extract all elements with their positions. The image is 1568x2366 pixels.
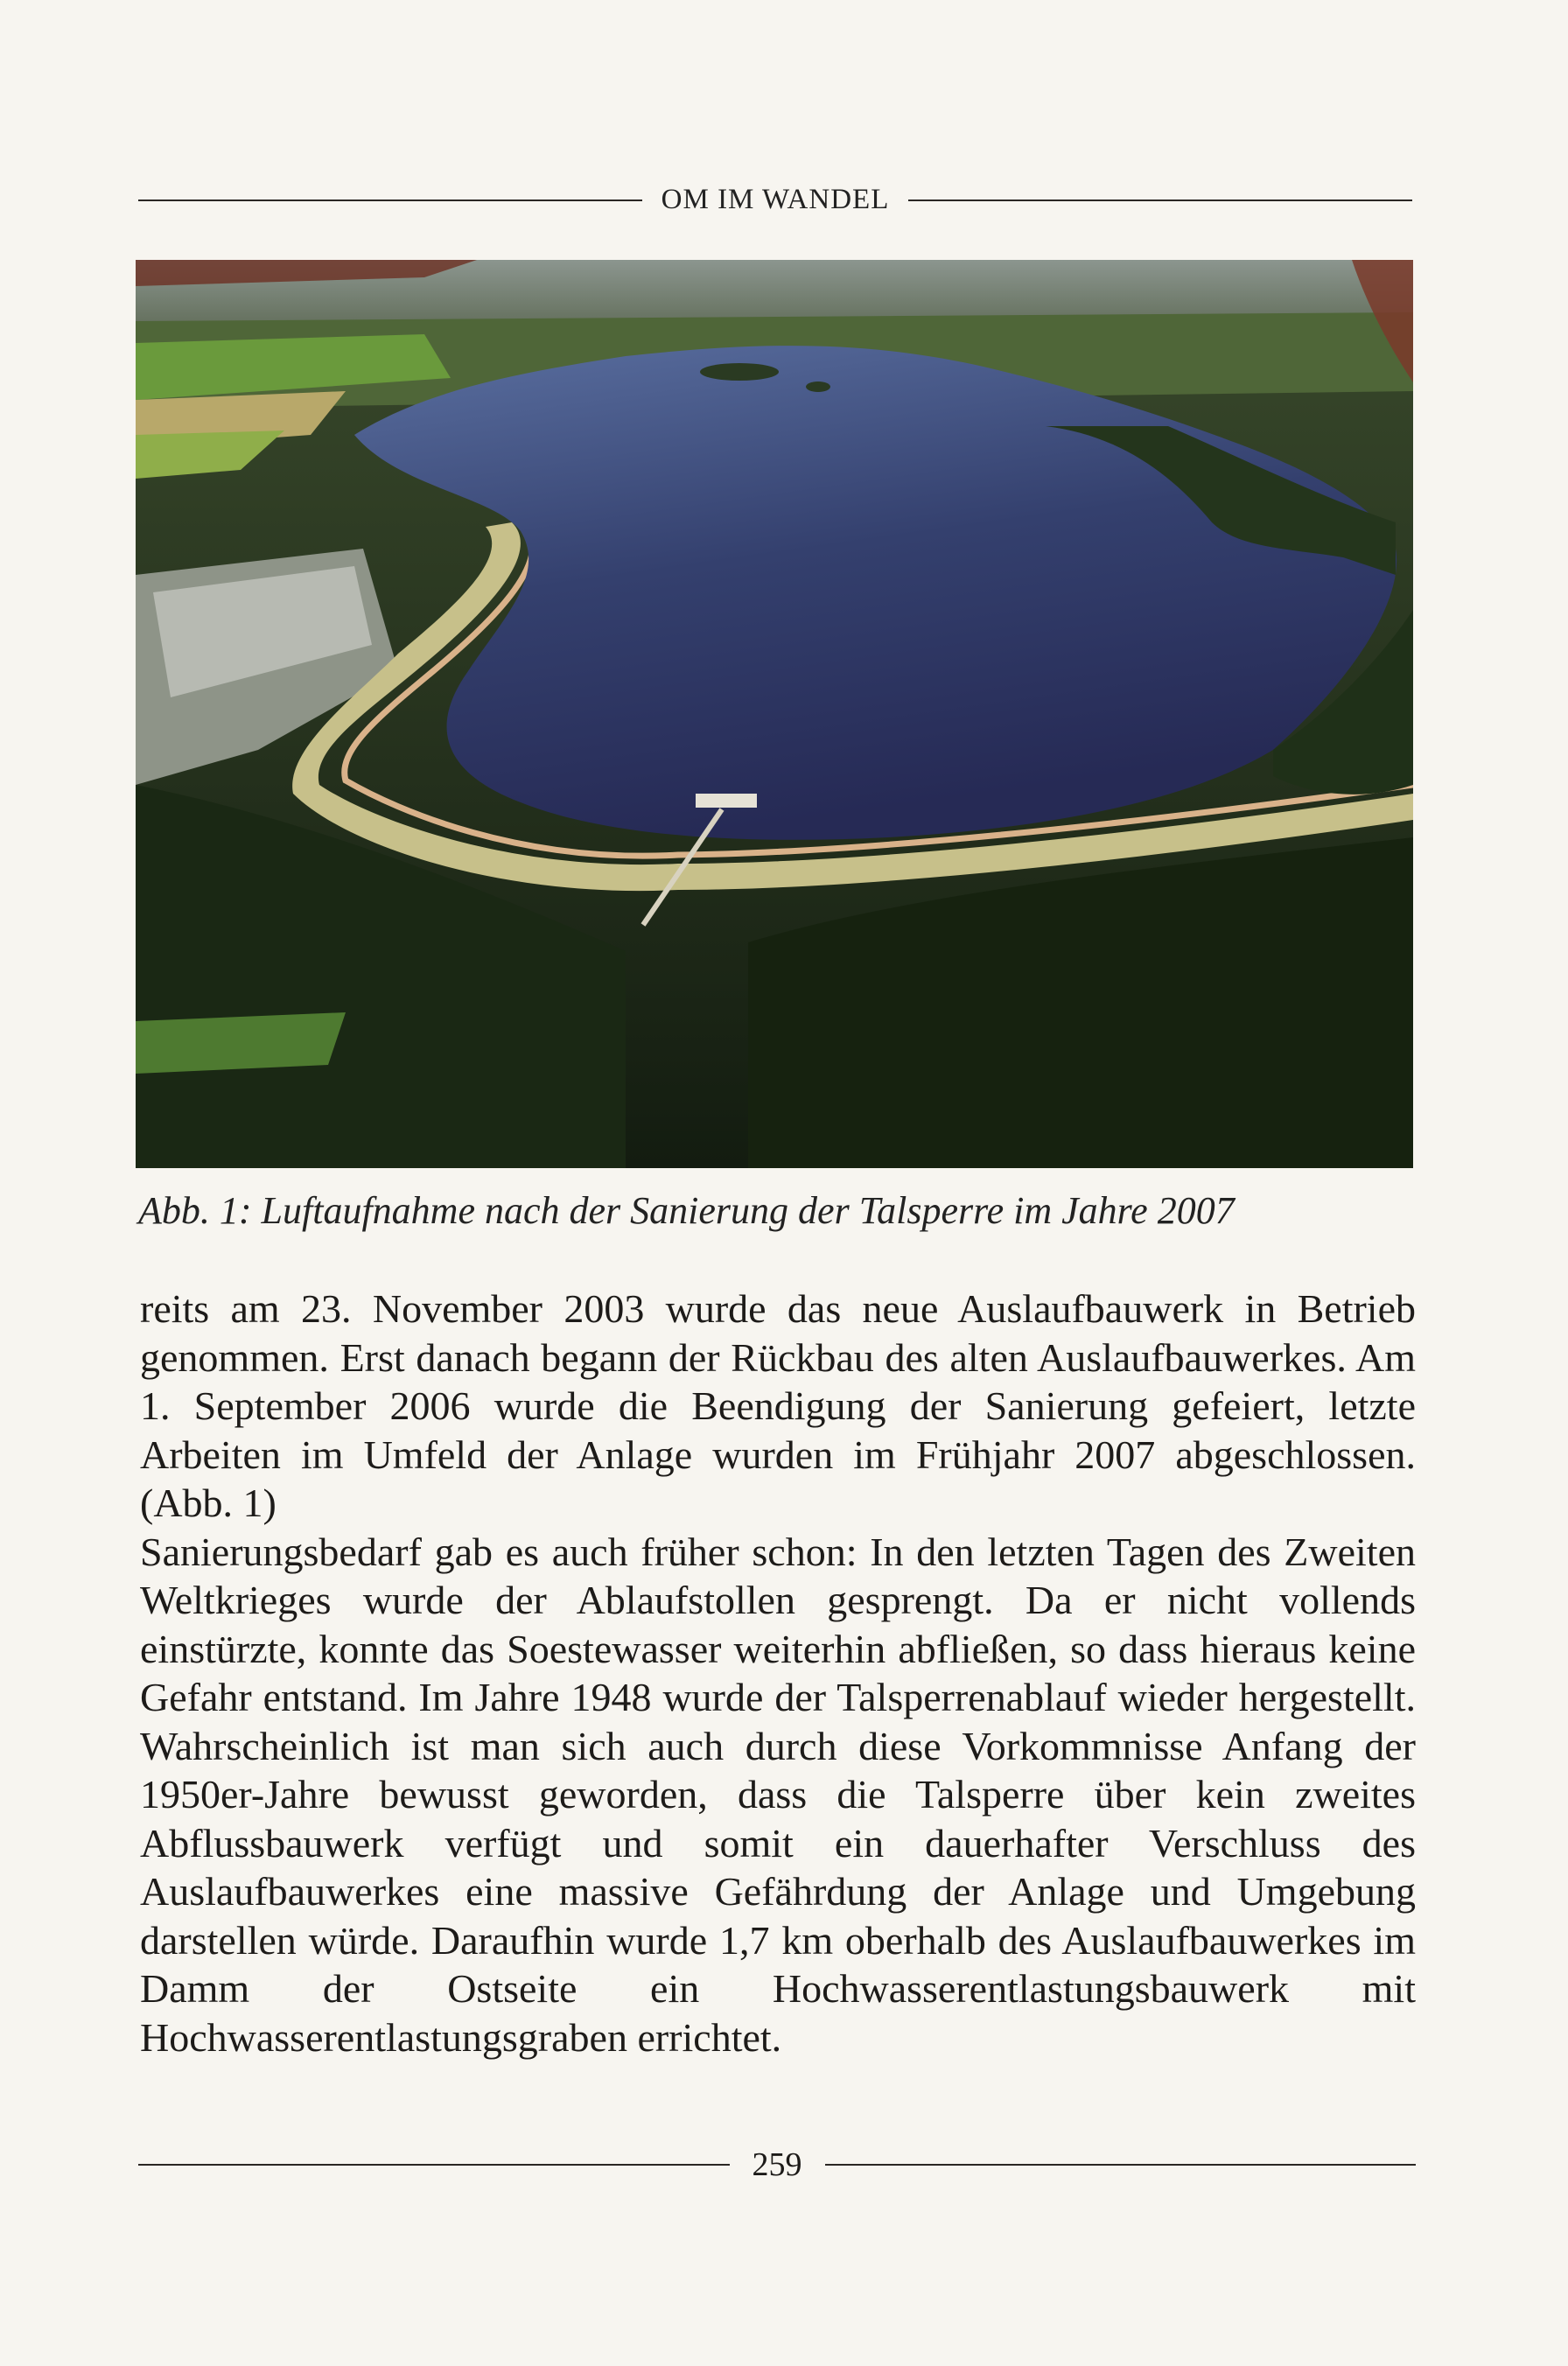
paragraph-2: Sanierungsbedarf gab es auch früher schon: In den letzten Tagen des Zweiten Weltkrieges wurde der Ablaufstollen gesprengt. Da er nicht vollends einstürzte, konnte das Soestewasser weiterhin abfließen, so dass hieraus keine Gefahr entstand. Im Jahre 1948 wurde der Talsperrenablauf wieder hergestellt. Wahrscheinlich ist man sich auch durch diese Vorkommnisse Anfang der 1950er-Jahre bewusst geworden, dass die Talsperre über kein zweites Abflussbauwerk verfügt und somit ein dauerhafter Verschluss des Auslaufbauwerkes eine massive Gefährdung der Anlage und Umgebung darstellen würde. Daraufhin wurde 1,7 km oberhalb des Auslaufbauwerkes im Damm der Ostseite ein Hochwasserentlastungsbauwerk mit Hochwasserentlastungsgraben errichtet.: [140, 1529, 1416, 2060]
aerial-photo-icon: [136, 260, 1413, 1168]
paragraph-1: reits am 23. November 2003 wurde das neue Auslaufbauwerk in Betrieb genommen. Erst danach begann der Rückbau des alten Auslaufbauwerkes. Am 1. September 2006 wurde die Beendigung der Sanierung gefeiert, letzte Arbeiten im Umfeld der Anlage wurden im Frühjahr 2007 abgeschlossen. (Abb. 1): [140, 1286, 1416, 1525]
running-head-rule-right: [908, 200, 1412, 201]
body-text: [140, 1284, 1416, 2062]
figure-caption: Abb. 1: Luftaufnahme nach der Sanierung der Talsperre im Jahre 2007: [138, 1189, 1235, 1232]
page-number: 259: [752, 2146, 802, 2183]
footer-rule-right: [825, 2164, 1417, 2166]
running-head: [138, 184, 1412, 216]
page-footer: [138, 2146, 1416, 2184]
footer-rule-left: [138, 2164, 730, 2166]
aerial-photo-reservoir: [136, 260, 1413, 1168]
running-head-title: OM IM WANDEL: [661, 184, 890, 215]
running-head-rule-left: [138, 200, 642, 201]
